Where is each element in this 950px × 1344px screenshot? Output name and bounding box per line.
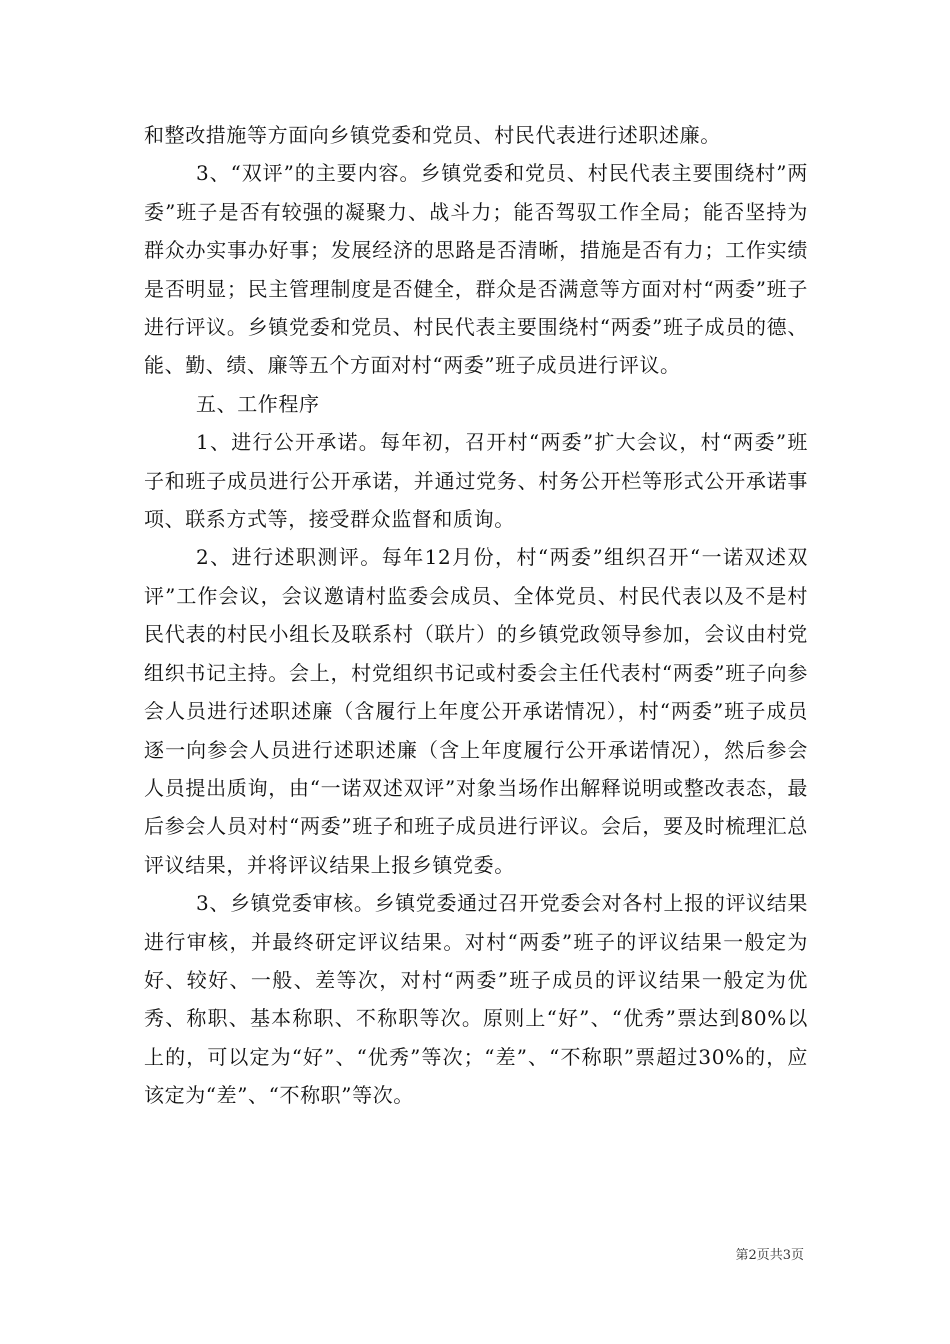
paragraph-continuation: 和整改措施等方面向乡镇党委和党员、村民代表进行述职述廉。 <box>144 123 721 147</box>
document-body <box>144 116 808 1115</box>
paragraph-report-evaluation: 2、进行述职测评。每年12月份，村“两委”组织召开“一诺双述双评”工作会议，会议邀请村监委会成员、全体党员、村民代表以及不是村民代表的村民小组长及联系村（联片）的乡镇党政领导参加，会议由村党组织书记主持。会上，村党组织书记或村委会主任代表村“两委”班子向参会人员进行述职述廉（含履行上年度公开承诺情况），村“两委”班子成员逐一向参会人员进行述职述廉（含上年度履行公开承诺情况），然后参会人员提出质询，由“一诺双述双评”对象当场作出解释说明或整改表态，最后参会人员对村“两委”班子和班子成员进行评议。会后，要及时梳理汇总评议结果，并将评议结果上报乡镇党委。 <box>144 545 808 877</box>
section-heading-work-procedure: 五、工作程序 <box>196 391 320 416</box>
paragraph-public-commitment: 1、进行公开承诺。每年初，召开村“两委”扩大会议，村“两委”班子和班子成员进行公开承诺，并通过党务、村务公开栏等形式公开承诺事项、联系方式等，接受群众监督和质询。 <box>144 430 808 532</box>
paragraph-party-committee-review: 3、乡镇党委审核。乡镇党委通过召开党委会对各村上报的评议结果进行审核，并最终研定评议结果。对村“两委”班子的评议结果一般定为好、较好、一般、差等次，对村“两委”班子成员的评议结果一般定为优秀、称职、基本称职、不称职等次。原则上“好”、“优秀”票达到80%以上的，可以定为“好”、“优秀”等次；“差”、“不称职”票超过30%的，应该定为“差”、“不称职”等次。 <box>144 891 808 1108</box>
page-number-footer: 第2页共3页 <box>735 1248 804 1263</box>
paragraph-double-review-content: 3、“双评”的主要内容。乡镇党委和党员、村民代表主要围绕村”两委”班子是否有较强的凝聚力、战斗力；能否驾驭工作全局；能否坚持为群众办实事办好事；发展经济的思路是否清晰，措施是否有力；工作实绩是否明显；民主管理制度是否健全，群众是否满意等方面对村“两委”班子进行评议。乡镇党委和党员、村民代表主要围绕村“两委”班子成员的德、能、勤、绩、廉等五个方面对村“两委”班子成员进行评议。 <box>144 161 808 378</box>
